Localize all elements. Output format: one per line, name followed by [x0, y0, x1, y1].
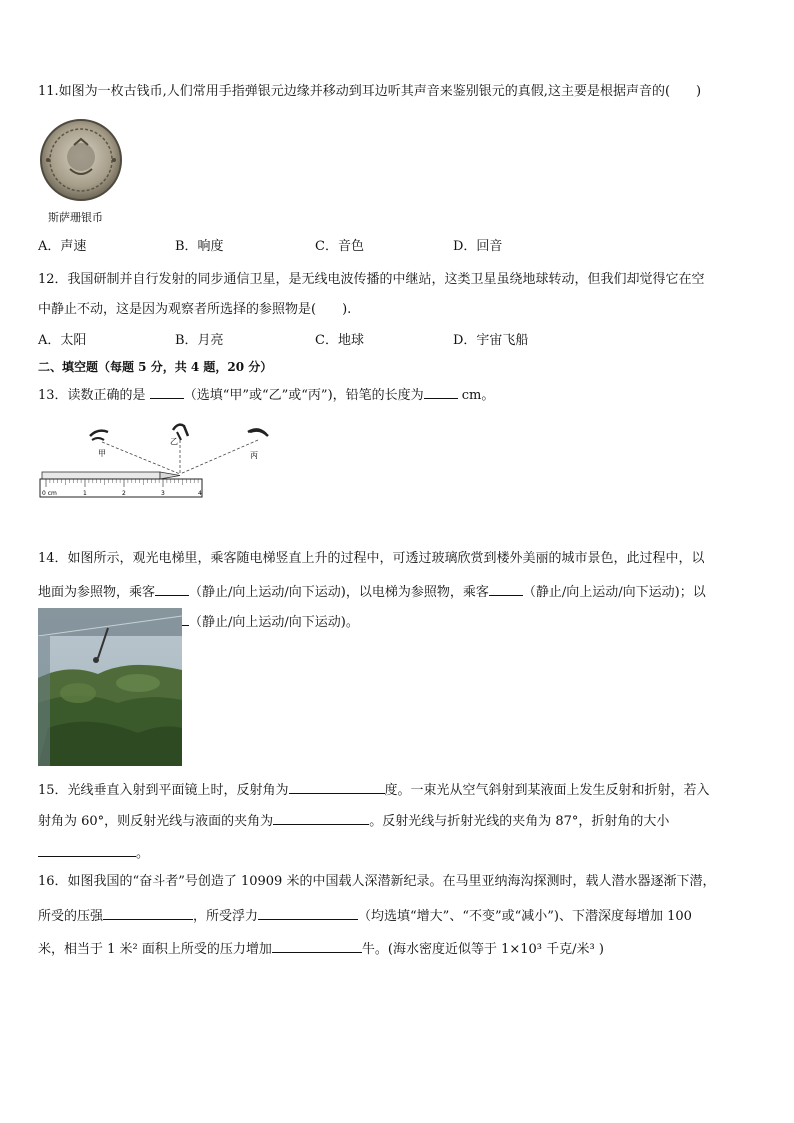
q11-option-d: D．回音	[453, 239, 503, 254]
q13-pre: 13．读数正确的是	[38, 388, 150, 403]
q15-l1b: 度。一束光从空气斜射到某液面上发生反射和折射，若入	[384, 783, 710, 798]
q14-blank-1	[155, 582, 189, 596]
q12-option-a: A．太阳	[38, 333, 87, 348]
q14-l2a: 地面为参照物，乘客	[38, 585, 156, 600]
q14-line2	[38, 582, 706, 601]
q12-line1: 12．我国研制并自行发射的同步通信卫星，是无线电波传播的中继站，这类卫星虽绕地球转动，但我们却觉得它在空	[38, 272, 705, 287]
q15-blank-3	[38, 843, 136, 857]
q15-l3b: 。	[136, 846, 150, 861]
q15-l2b: 。反射光线与折射光线的夹角为 87°，折射角的大小	[369, 814, 670, 829]
q16-l2b: ，所受浮力	[193, 909, 259, 924]
eye-bing-mark	[250, 431, 268, 436]
q12-line2: 中静止不动，这是因为观察者所选择的参照物是( ).	[38, 302, 352, 317]
q16-line3	[38, 939, 604, 958]
q12-option-b: B．月亮	[175, 333, 224, 348]
label-bing: 丙	[250, 451, 258, 460]
q11-option-a: A．声速	[38, 239, 87, 254]
q11-text: 11.如图为一枚古钱币,人们常用手指弹银元边缘并移动到耳边听其声音来鉴别银元的真假,这主要是根据声音的( )	[38, 84, 702, 99]
q16-line1: 16．如图我国的“奋斗者”号创造了 10909 米的中国载人深潜新纪录。在马里亚纳海沟探测时，载人潜水器逐渐下潜，	[38, 874, 716, 889]
q15-line1	[38, 780, 710, 799]
q14-l2c: （静止/向上运动/向下运动)；以	[522, 585, 706, 600]
q12-option-c: C．地球	[315, 333, 364, 348]
q13-blank-2	[424, 385, 458, 399]
q14-l3b: （静止/向上运动/向下运动)。	[189, 615, 359, 630]
tick-label-1: 1	[83, 490, 87, 497]
q15-blank-2	[273, 811, 369, 825]
q16-l2c: （均选填“增大”、“不变”或“减小”)、下潜深度每增加 100	[358, 909, 692, 924]
q16-blank-1	[103, 906, 193, 920]
q16-line2	[38, 906, 692, 925]
coin-image	[38, 117, 124, 203]
q16-blank-2	[258, 906, 358, 920]
q11-option-c: C．音色	[315, 239, 364, 254]
label-jia: 甲	[98, 449, 106, 458]
q16-blank-3	[272, 939, 362, 953]
tick-label-0: 0 cm	[42, 490, 57, 497]
q13-post: cm。	[457, 388, 495, 403]
q14-blank-2	[489, 582, 523, 596]
q13-blank-1	[150, 385, 184, 399]
ruler-figure	[38, 418, 258, 502]
eye-jia-icon	[90, 431, 108, 440]
q15-l2a: 射角为 60°，则反射光线与液面的夹角为	[38, 814, 274, 829]
label-yi: 乙	[170, 437, 178, 446]
q11-option-b: B．响度	[175, 239, 224, 254]
section-heading: 二、填空题（每题 5 分，共 4 题，20 分）	[38, 360, 273, 374]
q15-line2	[38, 811, 669, 830]
q16-l3a: 米，相当于 1 米² 面积上所受的压力增加	[38, 942, 272, 957]
q16-l2a: 所受的压强	[38, 909, 104, 924]
q13-mid: （选填“甲”或“乙”或“丙”)，铅笔的长度为	[183, 388, 424, 403]
q14-l2b: （静止/向上运动/向下运动)，以电梯为参照物，乘客	[189, 585, 489, 600]
coin-caption: 斯萨珊银币	[48, 211, 103, 224]
q16-l3b: 牛。(海水密度近似等于 1×10³ 千克/米³ )	[361, 942, 604, 957]
tick-label-2: 2	[122, 490, 126, 497]
q15-line3	[38, 843, 149, 862]
tick-label-3: 3	[161, 490, 165, 497]
q14-line1: 14．如图所示，观光电梯里，乘客随电梯竖直上升的过程中，可透过玻璃欣赏到楼外美丽的城市景色，此过程中，以	[38, 551, 705, 566]
q15-blank-1	[289, 780, 385, 794]
q12-option-d: D．宇宙飞船	[453, 333, 529, 348]
elevator-photo	[38, 608, 182, 766]
tick-label-4: 4	[198, 490, 202, 497]
q15-l1a: 15．光线垂直入射到平面镜上时，反射角为	[38, 783, 289, 798]
q13-text	[38, 385, 494, 404]
